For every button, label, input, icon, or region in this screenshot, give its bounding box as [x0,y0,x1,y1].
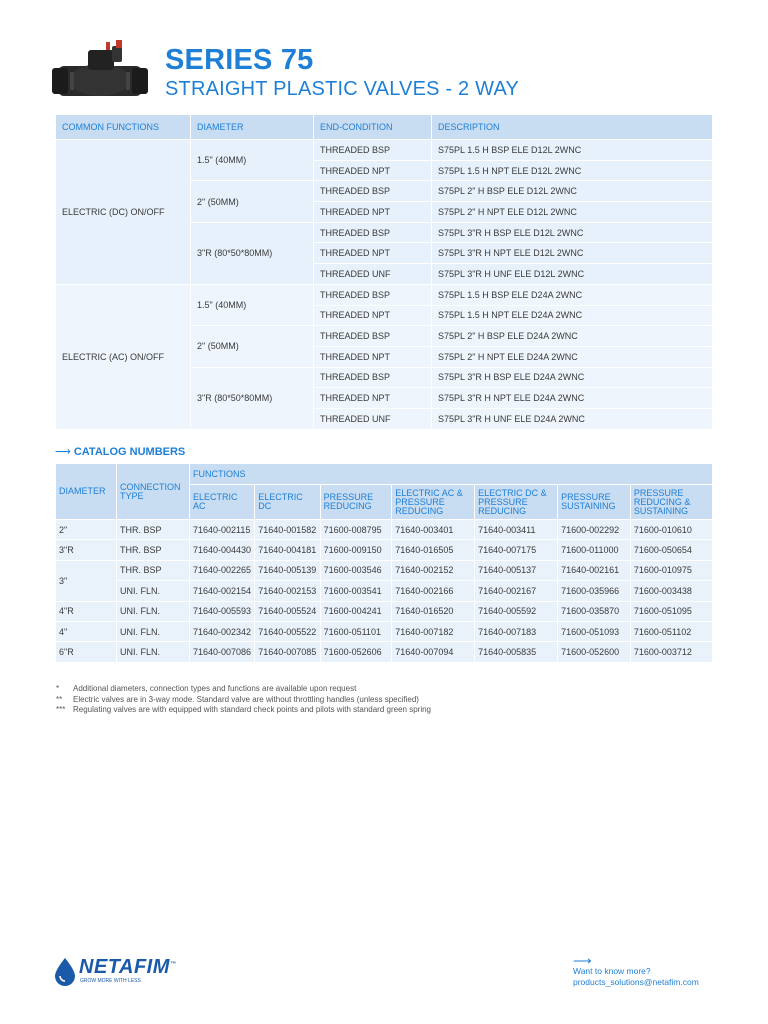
end-condition-cell: THREADED NPT [314,388,432,409]
catalog-number-cell: 71640-002153 [255,581,320,601]
catalog-number-cell: 71640-016505 [392,540,475,560]
catalog-number-cell: 71600-003546 [320,560,392,580]
footnote: * Additional diameters, connection types and functions are available upon request [56,684,357,693]
catalog-number-cell: 71640-002166 [392,581,475,601]
function-header: ELECTRIC AC & PRESSURE REDUCING [392,485,475,520]
description-cell: S75PL 3"R H NPT ELE D12L 2WNC [432,243,713,264]
description-cell: S75PL 1.5 H BSP ELE D24A 2WNC [432,284,713,305]
catalog-number-cell: 71600-010610 [630,520,712,540]
catalog-number-cell: 71640-002115 [190,520,255,540]
function-header: ELECTRIC AC [190,485,255,520]
catalog-number-cell: 71640-007183 [475,621,558,641]
catalog-number-cell: 71640-005593 [190,601,255,621]
end-condition-cell: THREADED BSP [314,284,432,305]
description-cell: S75PL 3"R H UNF ELE D12L 2WNC [432,264,713,285]
catalog-number-cell: 71640-005835 [475,642,558,662]
header-end-condition: END-CONDITION [314,115,432,140]
contact-question: Want to know more? [573,966,651,976]
catalog-number-cell: 71600-052600 [558,642,631,662]
description-cell: S75PL 3"R H NPT ELE D24A 2WNC [432,388,713,409]
catalog-number-cell: 71600-051095 [630,601,712,621]
table-row [56,621,713,641]
description-cell: S75PL 3"R H UNF ELE D24A 2WNC [432,408,713,429]
description-cell: S75PL 2" H BSP ELE D12L 2WNC [432,181,713,202]
header-diameter: DIAMETER [56,464,117,520]
catalog-number-cell: 71600-004241 [320,601,392,621]
header-common-functions: COMMON FUNCTIONS [56,115,191,140]
footnote: *** Regulating valves are with equipped with standard check points and pilots with standard green spring [56,705,431,714]
end-condition-cell: THREADED NPT [314,243,432,264]
catalog-numbers-heading [55,445,185,458]
water-drop-icon [53,956,77,986]
diameter-cell: 4" [56,621,117,641]
table-row [56,520,713,540]
table-row [56,540,713,560]
catalog-number-cell: 71640-003411 [475,520,558,540]
catalog-number-cell: 71640-007085 [255,642,320,662]
catalog-number-cell: 71600-010975 [630,560,712,580]
connection-type-cell: UNI. FLN. [117,621,190,641]
end-condition-cell: THREADED BSP [314,140,432,161]
diameter-cell: 6"R [56,642,117,662]
catalog-number-cell: 71600-003541 [320,581,392,601]
table-row [56,601,713,621]
end-condition-cell: THREADED UNF [314,408,432,429]
table-row [56,560,713,580]
catalog-number-cell: 71640-005524 [255,601,320,621]
catalog-number-cell: 71640-002342 [190,621,255,641]
function-header: PRESSURE REDUCING & SUSTAINING [630,485,712,520]
diameter-cell: 2" (50MM) [191,326,314,367]
catalog-number-cell: 71640-003401 [392,520,475,540]
catalog-number-cell: 71640-005522 [255,621,320,641]
header-description: DESCRIPTION [432,115,713,140]
description-cell: S75PL 1.5 H NPT ELE D24A 2WNC [432,305,713,326]
contact-block [573,955,699,988]
catalog-number-cell: 71640-005137 [475,560,558,580]
catalog-number-cell: 71600-011000 [558,540,631,560]
end-condition-cell: THREADED BSP [314,326,432,347]
contact-email-link[interactable]: products_solutions@netafim.com [573,977,699,987]
catalog-number-cell: 71640-004430 [190,540,255,560]
catalog-number-cell: 71640-002154 [190,581,255,601]
connection-type-cell: UNI. FLN. [117,581,190,601]
catalog-number-cell: 71640-002161 [558,560,631,580]
function-header: ELECTRIC DC [255,485,320,520]
page-subtitle: STRAIGHT PLASTIC VALVES - 2 WAY [165,78,520,100]
end-condition-cell: THREADED NPT [314,305,432,326]
page-title: SERIES 75 [165,44,314,76]
table-header-row [56,115,713,140]
diameter-cell: 2" (50MM) [191,181,314,222]
table-header-row [56,464,713,485]
end-condition-cell: THREADED NPT [314,160,432,181]
catalog-number-cell: 71600-051093 [558,621,631,641]
end-condition-cell: THREADED BSP [314,181,432,202]
diameter-cell: 3"R (80*50*80MM) [191,222,314,284]
catalog-number-cell: 71600-051101 [320,621,392,641]
table-row [56,581,713,601]
description-cell: S75PL 3"R H BSP ELE D12L 2WNC [432,222,713,243]
catalog-number-cell: 71600-009150 [320,540,392,560]
catalog-number-cell: 71640-007182 [392,621,475,641]
catalog-number-cell: 71640-007086 [190,642,255,662]
catalog-number-cell: 71600-008795 [320,520,392,540]
description-cell: S75PL 2" H NPT ELE D12L 2WNC [432,202,713,223]
table-row [56,642,713,662]
function-cell: ELECTRIC (AC) ON/OFF [56,284,191,429]
catalog-number-cell: 71600-035870 [558,601,631,621]
valve-description-table [55,114,713,430]
function-header: PRESSURE SUSTAINING [558,485,631,520]
logo-name: NETAFIM™ [79,956,177,978]
diameter-cell: 2" [56,520,117,540]
connection-type-cell: THR. BSP [117,560,190,580]
catalog-number-cell: 71600-052606 [320,642,392,662]
connection-type-cell: THR. BSP [117,520,190,540]
table-row [56,284,713,305]
catalog-number-cell: 71640-005592 [475,601,558,621]
catalog-numbers-title: CATALOG NUMBERS [73,446,186,458]
diameter-cell: 1.5" (40MM) [191,284,314,325]
end-condition-cell: THREADED BSP [314,367,432,388]
arrow-right-icon: ⟶ [573,953,592,968]
catalog-number-cell: 71600-051102 [630,621,712,641]
header-connection-type: CONNECTION TYPE [117,464,190,520]
catalog-number-cell: 71600-002292 [558,520,631,540]
catalog-number-cell: 71640-002265 [190,560,255,580]
description-cell: S75PL 1.5 H NPT ELE D12L 2WNC [432,160,713,181]
description-cell: S75PL 2" H NPT ELE D24A 2WNC [432,346,713,367]
function-cell: ELECTRIC (DC) ON/OFF [56,140,191,285]
diameter-cell: 4"R [56,601,117,621]
catalog-number-cell: 71640-004181 [255,540,320,560]
catalog-numbers-table [55,463,713,663]
end-condition-cell: THREADED UNF [314,264,432,285]
footnotes [56,684,431,716]
description-cell: S75PL 1.5 H BSP ELE D12L 2WNC [432,140,713,161]
logo-tagline: GROW MORE WITH LESS [80,978,141,984]
diameter-cell: 3" [56,560,117,601]
end-condition-cell: THREADED NPT [314,202,432,223]
catalog-number-cell: 71640-016520 [392,601,475,621]
catalog-number-cell: 71640-001582 [255,520,320,540]
header-diameter: DIAMETER [191,115,314,140]
description-cell: S75PL 3"R H BSP ELE D24A 2WNC [432,367,713,388]
catalog-number-cell: 71640-005139 [255,560,320,580]
function-header: ELECTRIC DC & PRESSURE REDUCING [475,485,558,520]
catalog-number-cell: 71640-002152 [392,560,475,580]
catalog-number-cell: 71640-007175 [475,540,558,560]
connection-type-cell: UNI. FLN. [117,601,190,621]
description-cell: S75PL 2" H BSP ELE D24A 2WNC [432,326,713,347]
end-condition-cell: THREADED BSP [314,222,432,243]
arrow-right-icon: ⟶ [55,446,71,458]
catalog-number-cell: 71600-035966 [558,581,631,601]
header-functions: FUNCTIONS [190,464,713,485]
netafim-logo [53,956,177,991]
diameter-cell: 3"R [56,540,117,560]
connection-type-cell: UNI. FLN. [117,642,190,662]
connection-type-cell: THR. BSP [117,540,190,560]
catalog-number-cell: 71600-050654 [630,540,712,560]
catalog-number-cell: 71600-003438 [630,581,712,601]
catalog-number-cell: 71600-003712 [630,642,712,662]
diameter-cell: 3"R (80*50*80MM) [191,367,314,429]
table-row [56,140,713,161]
valve-product-image [50,38,150,108]
footnote: ** Electric valves are in 3-way mode. Standard valve are without throttling handles (unless specified) [56,694,419,704]
function-header: PRESSURE REDUCING [320,485,392,520]
end-condition-cell: THREADED NPT [314,346,432,367]
catalog-number-cell: 71640-002167 [475,581,558,601]
diameter-cell: 1.5" (40MM) [191,140,314,181]
catalog-number-cell: 71640-007094 [392,642,475,662]
